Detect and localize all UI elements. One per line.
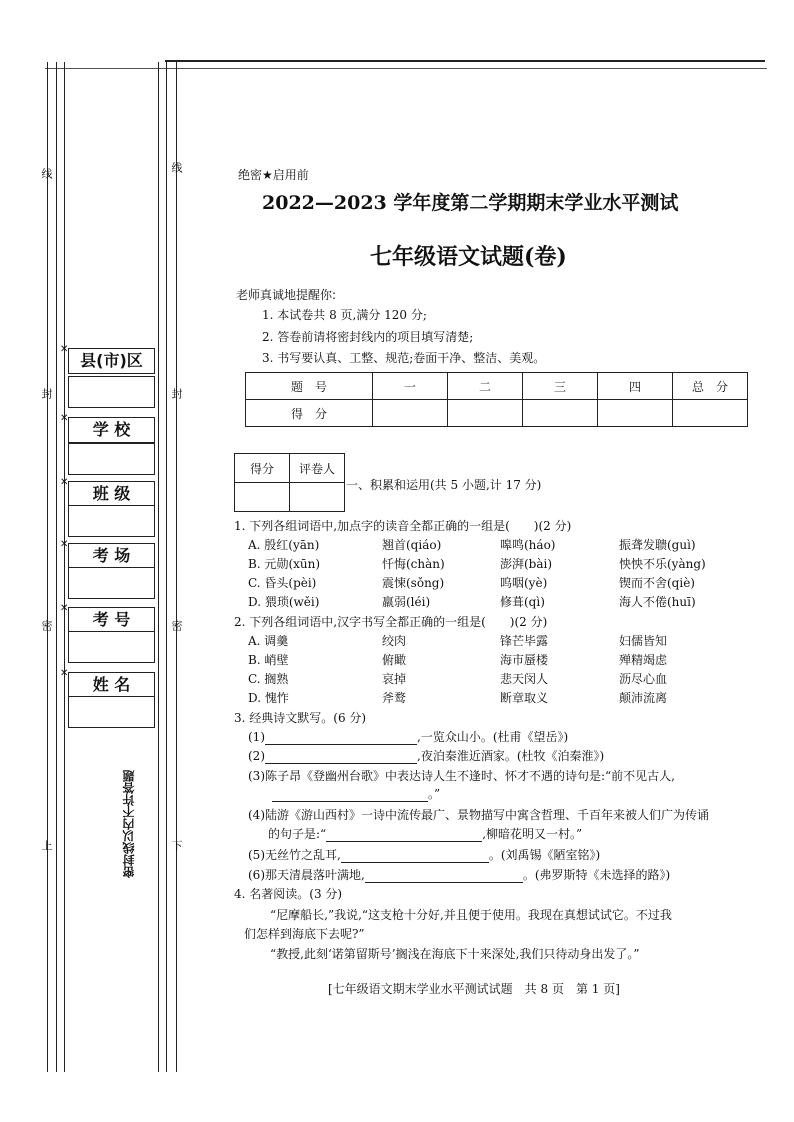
recitation-line (248, 728, 568, 745)
ribbon-icon: ✕ (60, 344, 69, 355)
option: 嗥鸣(háo) (500, 538, 556, 552)
answer-blank[interactable] (365, 870, 523, 883)
item-number: (2) (248, 749, 265, 763)
score-header: 二 (448, 373, 523, 400)
seal-mark: 封 (170, 388, 183, 399)
ribbon-icon: ✕ (60, 413, 69, 424)
option: 妇儒皆知 (619, 634, 668, 648)
score-cell[interactable] (673, 400, 748, 427)
seal-mark: 密 (40, 620, 53, 631)
answer-blank[interactable] (265, 751, 417, 764)
item-text: ,柳暗花明又一村。” (482, 827, 583, 841)
exam-number-label: 考 号 (68, 607, 155, 633)
option: A. 殷红(yān) (248, 538, 320, 552)
score-cell[interactable] (448, 400, 523, 427)
binding-line (56, 62, 57, 1072)
option: 锋芒毕露 (500, 634, 549, 648)
option: 翘首(qiáo) (382, 538, 442, 552)
grader-table (234, 453, 345, 512)
option: 俯瞰 (382, 653, 407, 667)
reminder-item: 1. 本试卷共 8 页,满分 120 分; (262, 308, 427, 322)
answer-blank[interactable] (326, 829, 482, 842)
answer-blank[interactable] (341, 850, 489, 863)
binding-line (166, 62, 167, 1072)
option: 斧鹜 (382, 691, 407, 705)
score-cell[interactable] (598, 400, 673, 427)
recitation-line (272, 785, 440, 802)
score-header: 一 (373, 373, 448, 400)
recitation-line (248, 846, 600, 863)
option: 锲而不舍(qiè) (619, 576, 695, 590)
score-header: 题 号 (246, 373, 373, 400)
class-label: 班 级 (68, 481, 155, 507)
seal-mark: 封 (40, 388, 53, 399)
seal-mark: 线 (170, 162, 183, 173)
ribbon-icon: ✕ (60, 668, 69, 679)
option: 澎湃(bài) (500, 557, 553, 571)
question-2-stem: 2. 下列各组词语中,汉字书写全都正确的一组是( )(2 分) (234, 615, 548, 629)
score-cell[interactable] (373, 400, 448, 427)
option: C. 搁熟 (248, 672, 289, 686)
section-heading: 一、积累和运用(共 5 小题,计 17 分) (346, 478, 542, 492)
exam-number-field[interactable] (68, 631, 155, 663)
top-rule (165, 60, 765, 62)
grader-name-cell[interactable] (290, 483, 345, 512)
option: B. 峭壁 (248, 653, 289, 667)
option: 忏悔(chàn) (382, 557, 445, 571)
school-label: 学 校 (68, 417, 155, 443)
seal-notice: 密封线以内不许答题 (122, 770, 136, 878)
item-text: ,夜泊秦淮近酒家。(杜牧《泊秦淮》) (417, 749, 605, 763)
recitation-text: (4)陆游《游山西村》一诗中流传最广、景物描写中寓含哲理、千百年来被人们广为传诵 (248, 808, 710, 822)
ribbon-icon: ✕ (60, 539, 69, 550)
option: 悲天闵人 (500, 672, 549, 686)
confidential-mark: 绝密★启用前 (238, 168, 309, 182)
option: 震悚(sǒng) (382, 576, 445, 590)
recitation-text: (3)陈子昂《登幽州台歌》中表达诗人生不逢时、怀才不遇的诗句是:“前不见古人, (248, 769, 675, 783)
item-number: (1) (248, 730, 265, 744)
score-header: 总 分 (673, 373, 748, 400)
reminder-heading: 老师真诚地提醒你: (236, 288, 337, 302)
exam-subtitle: 七年级语文试题(卷) (370, 244, 567, 270)
option: 修葺(qì) (500, 595, 545, 609)
passage-text: 们怎样到海底下去呢?” (244, 927, 365, 941)
reminder-item: 3. 书写要认真、工整、规范;卷面干净、整洁、美观。 (262, 351, 546, 365)
name-label: 姓 名 (68, 672, 155, 698)
name-field[interactable] (68, 696, 155, 728)
option: A. 调羹 (248, 634, 289, 648)
reminder-item: 2. 答卷前请将密封线内的项目填写清楚; (262, 330, 474, 344)
page-footer: [七年级语文期末学业水平测试试题 共 8 页 第 1 页] (328, 982, 620, 996)
option: 绞肉 (382, 634, 407, 648)
grader-score-cell[interactable] (235, 483, 290, 512)
exam-title: 2022—2023 学年度第二学期期末学业水平测试 (262, 192, 679, 214)
score-header: 三 (523, 373, 598, 400)
class-field[interactable] (68, 505, 155, 537)
seal-mark: 线 (40, 168, 53, 179)
top-rule-thin (45, 68, 767, 69)
room-field[interactable] (68, 567, 155, 599)
seal-mark: 下 (170, 840, 183, 851)
option: C. 昏头(pèi) (248, 576, 317, 590)
item-text: (6)那天清晨落叶满地, (248, 868, 365, 882)
option: D. 愧怍 (248, 691, 289, 705)
item-text: 的句子是:“ (268, 827, 327, 841)
passage-text: “尼摩船长,”我说,“这支枪十分好,并且便于使用。我现在真想试试它。不过我 (270, 908, 672, 922)
ribbon-icon: ✕ (60, 477, 69, 488)
option: D. 猥琐(wěi) (248, 595, 320, 609)
option: 怏怏不乐(yàng) (619, 557, 706, 571)
county-field[interactable] (68, 376, 155, 408)
item-text: 。(弗罗斯特《未选择的路》) (522, 868, 671, 882)
item-text: 。” (428, 787, 441, 801)
option: 振聋发聩(guì) (619, 538, 696, 552)
binding-line (176, 62, 177, 1072)
binding-line (64, 62, 65, 1072)
option: 海市蜃楼 (500, 653, 549, 667)
item-text: ,一览众山小。(杜甫《望岳》) (417, 730, 569, 744)
option: 哀掉 (382, 672, 407, 686)
seal-mark: 密 (170, 620, 183, 631)
option: 殚精竭虑 (619, 653, 668, 667)
ribbon-icon: ✕ (60, 603, 69, 614)
recitation-line (248, 866, 670, 883)
option: 呜咽(yè) (500, 576, 548, 590)
question-4-stem: 4. 名著阅读。(3 分) (234, 887, 343, 901)
option: 海人不倦(huī) (619, 595, 696, 609)
school-field[interactable] (68, 443, 155, 475)
score-cell[interactable] (523, 400, 598, 427)
binding-line (158, 62, 159, 1072)
score-table (245, 372, 748, 427)
room-label: 考 场 (68, 543, 155, 569)
option: 沥尽心血 (619, 672, 668, 686)
option: 羸弱(léi) (382, 595, 431, 609)
recitation-line (248, 747, 604, 764)
item-text: (5)无丝竹之乱耳, (248, 848, 341, 862)
score-row-label: 得 分 (246, 400, 373, 427)
recitation-line (268, 825, 582, 842)
seal-mark: 上 (40, 840, 53, 851)
option: B. 元勋(xūn) (248, 557, 321, 571)
option: 颠沛流离 (619, 691, 668, 705)
question-3-stem: 3. 经典诗文默写。(6 分) (234, 711, 367, 725)
county-label: 县(市)区 (68, 348, 155, 374)
item-text: 。(刘禹锡《陋室铭》) (488, 848, 601, 862)
binding-line (47, 62, 48, 1072)
answer-blank[interactable] (265, 732, 417, 745)
option: 断章取义 (500, 691, 549, 705)
grader-name-label: 评卷人 (290, 454, 345, 483)
grader-score-label: 得分 (235, 454, 290, 483)
passage-text: “教授,此刻‘诺第留斯号’搁浅在海底下十来深处,我们只待动身出发了。” (270, 947, 640, 961)
answer-blank[interactable] (272, 789, 428, 802)
score-header: 四 (598, 373, 673, 400)
question-1-stem: 1. 下列各组词语中,加点字的读音全都正确的一组是( )(2 分) (234, 519, 572, 533)
